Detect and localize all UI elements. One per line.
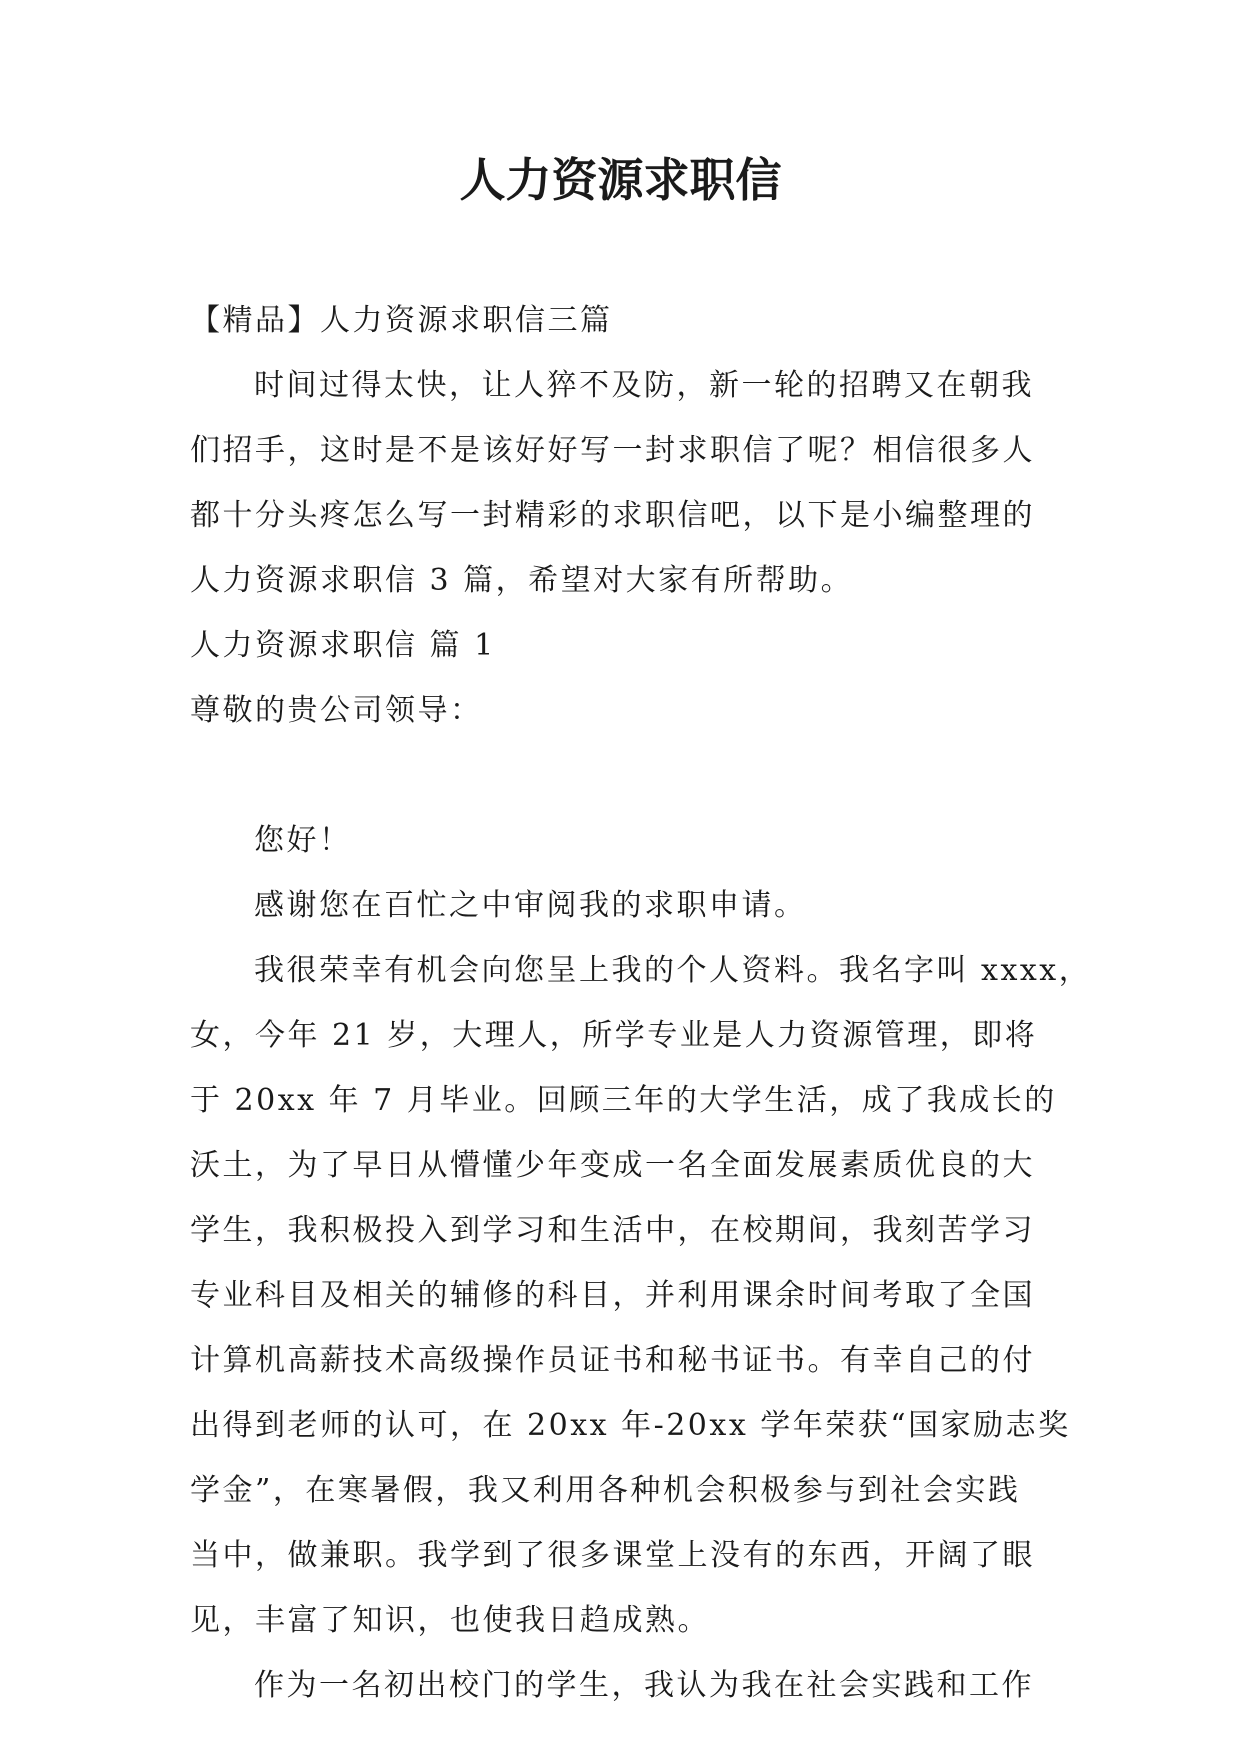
- paragraph-line: 学金”，在寒暑假，我又利用各种机会积极参与到社会实践: [190, 1473, 1021, 1508]
- document-body: [190, 288, 1092, 1718]
- salutation: 尊敬的贵公司领导：: [190, 693, 483, 728]
- paragraph-line: 出得到老师的认可，在 20xx 年-20xx 学年荣获“国家励志奖: [190, 1408, 1071, 1443]
- paragraph-line: 都十分头疼怎么写一封精彩的求职信吧，以下是小编整理的: [190, 498, 1035, 533]
- paragraph-line: 学生，我积极投入到学习和生活中，在校期间，我刻苦学习: [190, 1213, 1035, 1248]
- paragraph-line: 们招手，这时是不是该好好写一封求职信了呢？相信很多人: [190, 433, 1035, 468]
- document-title: 人力资源求职信: [459, 153, 782, 207]
- paragraph-line: 女，今年 21 岁，大理人，所学专业是人力资源管理，即将: [190, 1018, 1038, 1053]
- paragraph-line: 计算机高薪技术高级操作员证书和秘书证书。有幸自己的付: [190, 1343, 1035, 1378]
- letter-heading: 人力资源求职信 篇 1: [190, 628, 496, 663]
- paragraph-line: 人力资源求职信 3 篇，希望对大家有所帮助。: [190, 563, 854, 598]
- paragraph-line: 作为一名初出校门的学生，我认为我在社会实践和工作: [254, 1668, 1034, 1703]
- paragraph-line: 于 20xx 年 7 月毕业。回顾三年的大学生活，成了我成长的: [190, 1083, 1057, 1118]
- section-heading: 【精品】人力资源求职信三篇: [190, 303, 613, 338]
- paragraph-line: 专业科目及相关的辅修的科目，并利用课余时间考取了全国: [190, 1278, 1035, 1313]
- paragraph-line: 我很荣幸有机会向您呈上我的个人资料。我名字叫 xxxx，: [254, 953, 1092, 988]
- paragraph-line: 沃土，为了早日从懵懂少年变成一名全面发展素质优良的大: [190, 1148, 1035, 1183]
- paragraph-line: 时间过得太快，让人猝不及防，新一轮的招聘又在朝我: [254, 368, 1034, 403]
- paragraph-line: 当中，做兼职。我学到了很多课堂上没有的东西，开阔了眼: [190, 1538, 1035, 1573]
- paragraph-line: 见，丰富了知识，也使我日趋成熟。: [190, 1603, 710, 1638]
- greeting: 您好！: [254, 823, 352, 858]
- paragraph-line: 感谢您在百忙之中审阅我的求职申请。: [254, 888, 807, 923]
- blank-line: [190, 743, 1050, 808]
